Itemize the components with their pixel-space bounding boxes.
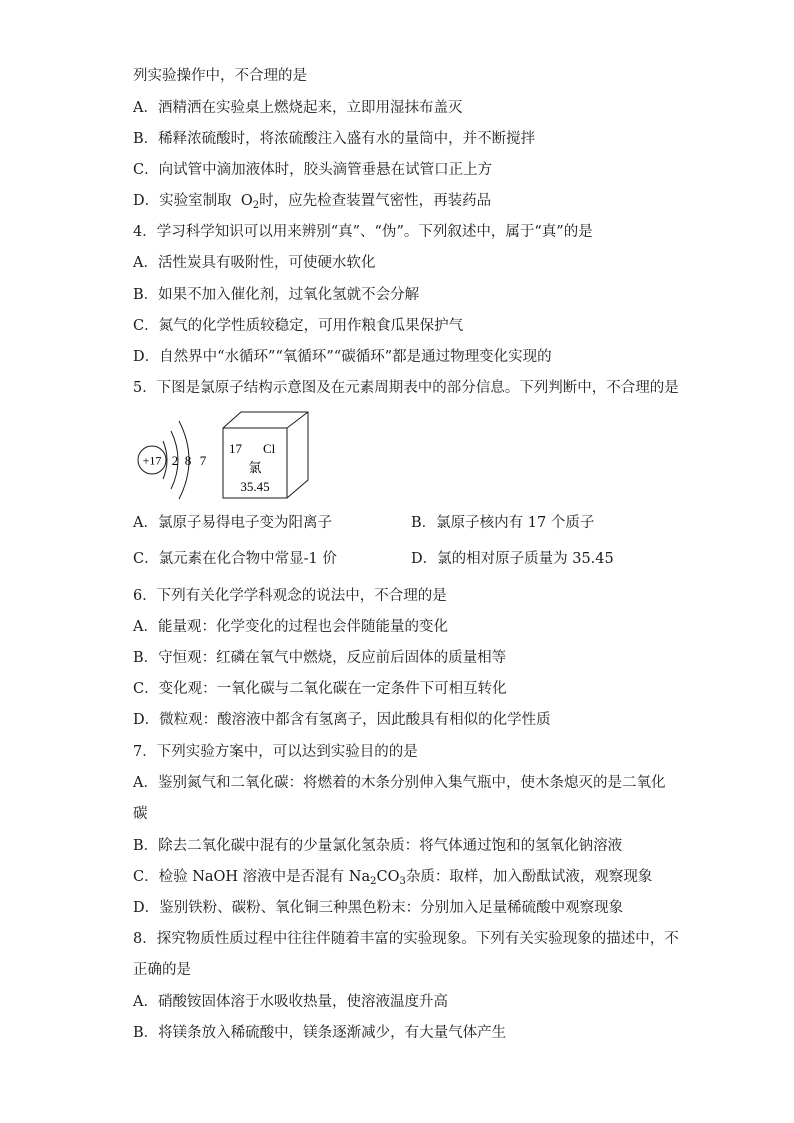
q4-option-c: C．氮气的化学性质较稳定，可用作粮食瓜果保护气 (133, 318, 464, 334)
q7-option-c (133, 867, 652, 887)
q5-option-d: D．氯的相对原子质量为 35.45 (411, 551, 614, 567)
q4-option-d: D．自然界中“水循环”“氧循环”“碳循环”都是通过物理变化实现的 (133, 349, 552, 365)
q4-option-a: A．活性炭具有吸附性，可使硬水软化 (133, 255, 376, 271)
q7-stem: 7．下列实验方案中，可以达到实验目的的是 (133, 744, 418, 760)
q7-c-sub2: 3 (399, 876, 406, 887)
q6-option-d: D．微粒观：酸溶液中都含有氢离子，因此酸具有相似的化学性质 (133, 712, 551, 728)
shell-count-3: 7 (199, 453, 207, 468)
q7-option-a-line2: 碳 (133, 806, 148, 822)
q2-option-b: B．稀释浓硫酸时，将浓硫酸注入盛有水的量筒中，并不断搅拌 (133, 131, 536, 147)
element-symbol: Cl (263, 441, 276, 456)
periodic-table-cell (223, 412, 308, 498)
q6-option-a: A．能量观：化学变化的过程也会伴随能量的变化 (133, 619, 448, 635)
q7-option-d: D．鉴别铁粉、碳粉、氧化铜三种黑色粉末：分别加入足量稀硫酸中观察现象 (133, 900, 624, 916)
q8-stem-line1: 8．探究物质性质过程中往往伴随着丰富的实验现象。下列有关实验现象的描述中，不 (133, 931, 679, 947)
atomic-mass: 35.45 (240, 479, 270, 494)
q8-option-a: A．硝酸铵固体溶于水吸收热量，使溶液温度升高 (133, 994, 448, 1010)
q2-option-d (133, 191, 491, 211)
atom-structure-diagram (138, 421, 207, 499)
q7-c-sub1: 2 (370, 876, 377, 887)
q8-stem-line2: 正确的是 (133, 962, 191, 978)
q5-option-b: B．氯原子核内有 17 个质子 (411, 515, 595, 531)
q2-d-pre: D．实验室制取 (133, 193, 232, 209)
q7-c-post: 杂质：取样，加入酚酞试液，观察现象 (405, 869, 653, 885)
cell-top-right-edge (287, 412, 308, 428)
q7-c-mid: CO (376, 869, 400, 885)
q6-option-c: C．变化观：一氧化碳与二氧化碳在一定条件下可相互转化 (133, 681, 507, 697)
q2-option-a: A．酒精洒在实验桌上燃烧起来，立即用湿抹布盖灭 (133, 100, 463, 116)
shell-count-2: 8 (184, 453, 192, 468)
q7-c-pre: C．检验 NaOH 溶液中是否混有 Na (133, 869, 371, 885)
q7-option-a-line1: A．鉴别氮气和二氧化碳：将燃着的木条分别伸入集气瓶中，使木条熄灭的是二氧化 (133, 775, 666, 791)
q2-option-c: C．向试管中滴加液体时，胶头滴管垂悬在试管口正上方 (133, 162, 493, 178)
q2-d-post: 时，应先检查装置气密性，再装药品 (259, 193, 492, 209)
element-name: 氯 (248, 460, 262, 475)
q2-d-sub: 2 (252, 200, 260, 211)
q4-stem: 4．学习科学知识可以用来辨别“真”、“伪”。下列叙述中，属于“真”的是 (133, 224, 593, 240)
q8-option-b: B．将镁条放入稀硫酸中，镁条逐渐减少，有大量气体产生 (133, 1025, 507, 1041)
q5-stem: 5．下图是氯原子结构示意图及在元素周期表中的部分信息。下列判断中，不合理的是 (133, 380, 679, 396)
q5-option-a: A．氯原子易得电子变为阳离子 (133, 515, 332, 531)
shell-count-1: 2 (171, 453, 179, 468)
q4-option-b: B．如果不加入催化剂，过氧化氢就不会分解 (133, 287, 420, 303)
q6-stem: 6．下列有关化学学科观念的说法中，不合理的是 (133, 588, 447, 604)
q6-option-b: B．守恒观：红磷在氧气中燃烧，反应前后固体的质量相等 (133, 650, 507, 666)
atomic-number: 17 (229, 441, 242, 456)
q5-option-c: C．氯元素在化合物中常显-1 价 (133, 551, 337, 567)
q7-option-b: B．除去二氧化碳中混有的少量氯化氢杂质：将气体通过饱和的氢氧化钠溶液 (133, 838, 623, 854)
q2-d-formula: O (240, 193, 253, 209)
q2-stem: 列实验操作中，不合理的是 (133, 68, 307, 84)
chlorine-figure (133, 408, 333, 504)
nucleus-charge: +17 (142, 453, 162, 468)
